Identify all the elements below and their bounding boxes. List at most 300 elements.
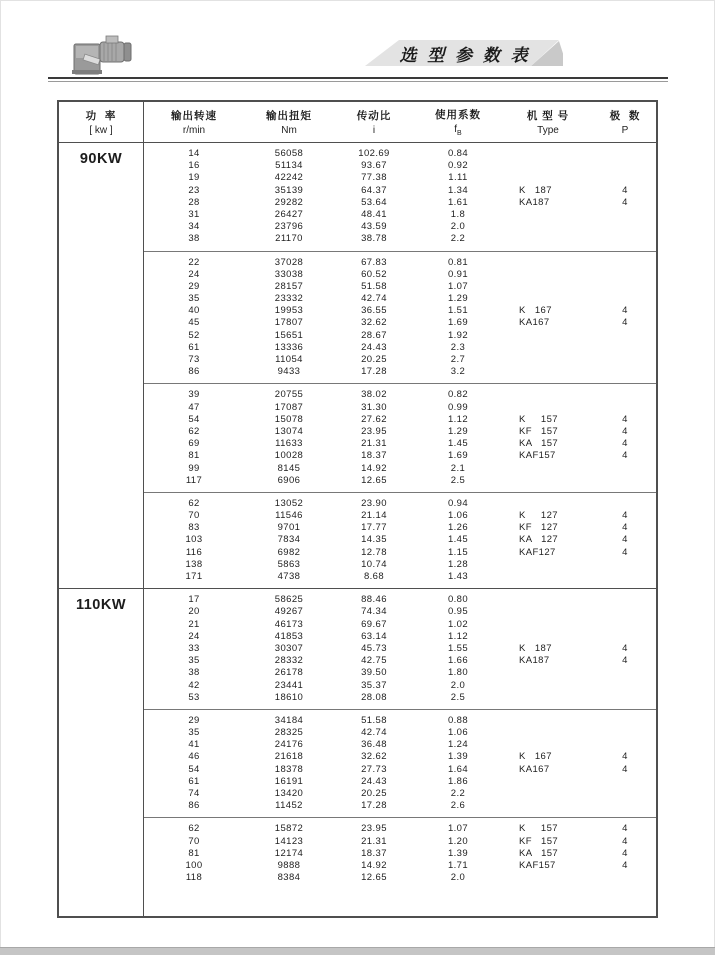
cell-ratio: 17.28 [361, 366, 387, 378]
cell-torque: 34184 [274, 714, 304, 726]
table-row [144, 860, 656, 872]
cell-rpm: 28 [188, 196, 200, 208]
cell-factor: 2.7 [450, 354, 466, 365]
table-row [144, 655, 656, 667]
cell-torque: 58625 [274, 594, 304, 606]
cell-ratio: 77.38 [361, 172, 387, 184]
table-row [144, 534, 656, 546]
cell-ratio: 38.02 [361, 389, 387, 401]
table-row [144, 209, 656, 221]
cell-torque: 13420 [274, 788, 304, 799]
cell-type [502, 594, 594, 606]
cell-type [502, 402, 594, 414]
cell-type [502, 606, 594, 618]
cell-ratio: 60.52 [361, 268, 387, 280]
cell-rpm: 47 [188, 401, 200, 413]
cell-torque: 13336 [274, 341, 304, 353]
cell-rpm: 35 [188, 655, 200, 667]
cell-poles [594, 715, 656, 727]
cell-torque: 15078 [274, 413, 304, 425]
cell-factor: 1.69 [447, 317, 469, 329]
cell-poles: 4 [622, 534, 628, 546]
cell-factor: 0.92 [447, 160, 469, 172]
table-row [144, 594, 656, 606]
header-speed-label: 输出转速 [171, 110, 217, 122]
cell-type [502, 221, 594, 233]
section-blocks [144, 143, 656, 588]
cell-poles [594, 209, 656, 221]
cell-poles [594, 463, 656, 475]
table-row [144, 872, 656, 884]
cell-poles: 4 [622, 835, 628, 847]
cell-torque: 51134 [275, 160, 303, 172]
cell-ratio: 102.69 [358, 148, 390, 159]
cell-type: KA 127 [519, 534, 559, 546]
cell-ratio: 27.62 [361, 413, 387, 425]
cell-type [502, 739, 594, 751]
cell-ratio: 20.25 [361, 788, 387, 799]
cell-factor: 1.71 [447, 859, 469, 871]
cell-ratio: 14.92 [361, 462, 387, 474]
ratio-block [144, 817, 656, 916]
table-row [144, 692, 656, 704]
table-row [144, 172, 656, 184]
cell-factor: 2.0 [450, 679, 466, 691]
cell-factor: 1.61 [447, 196, 469, 208]
cell-type [502, 727, 594, 739]
cell-poles [594, 606, 656, 618]
table-row [144, 631, 656, 643]
cell-rpm: 138 [185, 558, 203, 570]
cell-poles [594, 631, 656, 643]
cell-ratio: 18.37 [361, 450, 387, 462]
cell-rpm: 38 [188, 233, 200, 245]
cell-rpm: 70 [188, 510, 200, 522]
cell-poles [594, 727, 656, 739]
table-row [144, 305, 656, 317]
cell-poles [594, 800, 656, 812]
cell-poles [594, 342, 656, 354]
table-row [144, 269, 656, 281]
table-row [144, 619, 656, 631]
table-row [144, 739, 656, 751]
cell-ratio: 67.83 [361, 256, 387, 268]
ratio-block [144, 251, 656, 384]
cell-factor: 1.06 [447, 727, 469, 739]
header-speed-unit: r/min [182, 125, 206, 136]
ratio-block [144, 709, 656, 818]
cell-ratio: 51.58 [361, 714, 387, 726]
cell-torque: 9888 [277, 859, 301, 871]
header-poles [594, 102, 656, 142]
page-title: 选 型 参 数 表 [399, 46, 531, 65]
footer-bar [0, 947, 715, 955]
cell-torque: 23441 [274, 679, 304, 691]
cell-ratio: 42.74 [361, 293, 387, 305]
table-row [144, 233, 656, 245]
cell-type [502, 776, 594, 788]
cell-type: KA 157 [519, 438, 559, 450]
table-row [144, 330, 656, 342]
gearmotor-icon [68, 34, 138, 80]
cell-ratio: 74.34 [361, 606, 387, 618]
table-row [144, 498, 656, 510]
cell-poles [594, 667, 656, 679]
cell-ratio: 31.30 [361, 401, 387, 413]
cell-rpm: 21 [188, 618, 200, 630]
cell-type [502, 619, 594, 631]
cell-ratio: 17.77 [361, 522, 387, 534]
header-rule [48, 77, 668, 82]
cell-ratio: 12.65 [361, 872, 387, 884]
cell-torque: 21170 [275, 233, 303, 245]
cell-poles [594, 257, 656, 269]
cell-torque: 4738 [277, 571, 301, 582]
cell-ratio: 14.35 [361, 534, 387, 546]
ratio-block [144, 492, 656, 588]
cell-rpm: 24 [188, 268, 200, 280]
cell-type [502, 233, 594, 245]
cell-type [502, 281, 594, 293]
cell-poles: 4 [622, 763, 628, 775]
cell-factor: 1.45 [447, 534, 469, 546]
cell-ratio: 28.67 [361, 329, 387, 341]
cell-type [502, 148, 594, 160]
table-row [144, 715, 656, 727]
cell-type: KA167 [519, 763, 550, 775]
cell-factor: 2.3 [450, 341, 466, 353]
header-type [502, 102, 594, 142]
cell-factor: 0.80 [447, 594, 469, 606]
cell-type [502, 330, 594, 342]
cell-factor: 0.82 [447, 389, 469, 401]
table-row [144, 438, 656, 450]
cell-ratio: 12.78 [361, 546, 387, 558]
cell-poles [594, 594, 656, 606]
cell-torque: 30307 [274, 642, 304, 654]
cell-rpm: 14 [188, 148, 200, 159]
cell-poles [594, 739, 656, 751]
cell-ratio: 42.74 [361, 727, 387, 739]
cell-rpm: 20 [188, 606, 200, 618]
table-row [144, 727, 656, 739]
cell-rpm: 61 [188, 341, 200, 353]
cell-poles: 4 [622, 546, 628, 558]
cell-torque: 21618 [274, 751, 304, 763]
cell-torque: 5863 [277, 558, 301, 570]
table-row [144, 197, 656, 209]
cell-factor: 1.29 [447, 293, 469, 305]
cell-rpm: 29 [188, 280, 200, 292]
cell-type [502, 389, 594, 401]
table-row [144, 185, 656, 197]
cell-type: K 157 [519, 413, 558, 425]
cell-ratio: 63.14 [361, 630, 387, 642]
cell-ratio: 38.78 [361, 233, 387, 245]
table-row [144, 450, 656, 462]
cell-ratio: 20.25 [361, 354, 387, 365]
cell-torque: 12174 [274, 847, 304, 859]
cell-type [502, 342, 594, 354]
cell-poles [594, 160, 656, 172]
cell-rpm: 35 [188, 727, 200, 739]
table-row [144, 848, 656, 860]
cell-factor: 0.88 [447, 714, 469, 726]
table-row [144, 389, 656, 401]
header-poles-label: 极 数 [609, 110, 641, 122]
cell-torque: 19953 [274, 305, 304, 317]
table-row [144, 354, 656, 366]
table-row [144, 667, 656, 679]
header-type-unit: Type [537, 125, 559, 136]
cell-torque: 17807 [274, 317, 304, 329]
table-row [144, 317, 656, 329]
cell-rpm: 22 [188, 256, 200, 268]
cell-poles [594, 281, 656, 293]
cell-ratio: 8.68 [363, 571, 385, 582]
cell-ratio: 45.73 [361, 642, 387, 654]
cell-type [502, 715, 594, 727]
ratio-block [144, 589, 656, 709]
cell-type [502, 257, 594, 269]
cell-ratio: 48.41 [361, 208, 387, 220]
cell-type [502, 680, 594, 692]
cell-torque: 20755 [274, 389, 304, 401]
cell-factor: 1.24 [447, 739, 469, 751]
cell-torque: 26178 [274, 667, 304, 679]
cell-torque: 35139 [274, 184, 304, 196]
cell-rpm: 29 [188, 714, 200, 726]
table-row [144, 776, 656, 788]
cell-ratio: 21.14 [361, 510, 387, 522]
cell-rpm: 54 [188, 763, 200, 775]
cell-rpm: 17 [188, 594, 200, 606]
header-factor-label: 使用系数 [435, 109, 481, 121]
cell-ratio: 53.64 [361, 196, 387, 208]
cell-rpm: 74 [188, 788, 200, 799]
cell-factor: 1.34 [447, 184, 469, 196]
cell-factor: 0.95 [447, 606, 469, 618]
cell-ratio: 51.58 [361, 280, 387, 292]
cell-factor: 1.64 [447, 763, 469, 775]
cell-type [502, 498, 594, 510]
cell-type: K 167 [519, 751, 552, 763]
cell-type: KAF157 [519, 859, 556, 871]
cell-torque: 10028 [274, 450, 304, 462]
cell-poles: 4 [622, 655, 628, 667]
power-label: 90KW [59, 143, 144, 588]
cell-poles [594, 366, 656, 378]
cell-rpm: 33 [188, 642, 200, 654]
table-row [144, 823, 656, 835]
cell-rpm: 23 [188, 184, 200, 196]
cell-rpm: 46 [188, 751, 200, 763]
table-row [144, 788, 656, 800]
cell-ratio: 18.37 [361, 847, 387, 859]
cell-ratio: 21.31 [361, 835, 387, 847]
cell-rpm: 83 [188, 522, 200, 534]
cell-type: K 167 [519, 305, 552, 317]
cell-torque: 8145 [277, 462, 301, 474]
cell-poles: 4 [622, 317, 628, 329]
cell-torque: 24176 [274, 739, 304, 751]
cell-rpm: 81 [188, 450, 200, 462]
cell-rpm: 53 [188, 691, 200, 703]
table-row [144, 281, 656, 293]
cell-poles [594, 776, 656, 788]
cell-factor: 2.0 [450, 221, 466, 233]
cell-factor: 1.8 [450, 208, 466, 220]
cell-factor: 1.39 [447, 847, 469, 859]
cell-type [502, 354, 594, 366]
cell-factor: 1.86 [447, 775, 469, 787]
cell-factor: 1.28 [447, 558, 469, 570]
cell-factor: 0.84 [447, 148, 469, 159]
cell-poles [594, 354, 656, 366]
cell-poles: 4 [622, 305, 628, 317]
cell-ratio: 43.59 [361, 221, 387, 233]
power-section [59, 143, 656, 588]
cell-ratio: 23.95 [361, 425, 387, 437]
cell-poles: 4 [622, 859, 628, 871]
table-row [144, 680, 656, 692]
cell-ratio: 27.73 [361, 763, 387, 775]
cell-ratio: 24.43 [361, 775, 387, 787]
cell-poles: 4 [622, 196, 628, 208]
cell-type: K 127 [519, 510, 558, 522]
cell-poles [594, 330, 656, 342]
cell-torque: 9701 [277, 522, 301, 534]
table-row [144, 606, 656, 618]
cell-type: KAF127 [519, 546, 556, 558]
cell-ratio: 32.62 [361, 751, 387, 763]
cell-torque: 18378 [274, 763, 304, 775]
cell-ratio: 23.90 [361, 497, 387, 509]
cell-factor: 1.12 [447, 413, 469, 425]
cell-type [502, 559, 594, 571]
section-blocks [144, 589, 656, 916]
cell-torque: 42242 [274, 172, 304, 184]
cell-type [502, 209, 594, 221]
ratio-block [144, 383, 656, 492]
cell-factor: 0.99 [447, 401, 469, 413]
cell-rpm: 38 [188, 667, 200, 679]
cell-factor: 1.69 [447, 450, 469, 462]
cell-factor: 1.12 [447, 630, 469, 642]
cell-torque: 11633 [275, 438, 303, 450]
table-row [144, 342, 656, 354]
cell-torque: 11546 [275, 510, 303, 522]
header-torque [244, 102, 334, 142]
cell-torque: 49267 [274, 606, 304, 618]
cell-rpm: 54 [188, 413, 200, 425]
cell-ratio: 36.48 [361, 739, 387, 751]
cell-type [502, 571, 594, 583]
table-row [144, 522, 656, 534]
cell-factor: 1.66 [447, 655, 469, 667]
cell-ratio: 10.74 [361, 558, 387, 570]
cell-type: K 187 [519, 184, 552, 196]
cell-factor: 1.07 [447, 823, 469, 835]
cell-type [502, 631, 594, 643]
table-sections [59, 143, 656, 916]
cell-rpm: 62 [188, 425, 200, 437]
power-label: 110KW [59, 589, 144, 916]
cell-factor: 1.11 [448, 172, 468, 184]
cell-ratio: 28.08 [361, 691, 387, 703]
header-ratio-label: 传动比 [356, 110, 392, 122]
cell-torque: 13074 [274, 425, 304, 437]
cell-rpm: 62 [188, 823, 200, 835]
cell-type: KA167 [519, 317, 550, 329]
cell-poles: 4 [622, 823, 628, 835]
cell-factor: 1.15 [447, 546, 469, 558]
cell-factor: 1.26 [447, 522, 469, 534]
cell-rpm: 86 [188, 366, 200, 378]
header-factor-unit: $f_B$ [454, 124, 462, 137]
cell-type [502, 293, 594, 305]
cell-rpm: 116 [185, 546, 203, 558]
table-row [144, 836, 656, 848]
cell-factor: 1.51 [447, 305, 469, 317]
cell-factor: 1.43 [447, 571, 469, 582]
ratio-block [144, 143, 656, 251]
cell-poles: 4 [622, 425, 628, 437]
cell-rpm: 19 [188, 172, 200, 184]
cell-poles [594, 788, 656, 800]
cell-torque: 56058 [274, 148, 304, 159]
cell-torque: 11452 [275, 800, 303, 812]
power-section [59, 588, 656, 916]
cell-poles: 4 [622, 522, 628, 534]
table-row [144, 751, 656, 763]
cell-torque: 8384 [277, 872, 301, 884]
cell-type: KF 127 [519, 522, 559, 534]
cell-torque: 41853 [274, 630, 304, 642]
cell-torque: 7834 [277, 534, 301, 546]
cell-poles [594, 680, 656, 692]
cell-factor: 1.45 [447, 438, 469, 450]
table-row [144, 426, 656, 438]
cell-poles [594, 233, 656, 245]
cell-type: KA187 [519, 655, 550, 667]
cell-rpm: 40 [188, 305, 200, 317]
cell-poles [594, 475, 656, 487]
cell-torque: 17087 [274, 401, 304, 413]
table-row [144, 160, 656, 172]
cell-ratio: 42.75 [361, 655, 387, 667]
cell-poles: 4 [622, 450, 628, 462]
cell-rpm: 103 [185, 534, 203, 546]
cell-factor: 1.39 [447, 751, 469, 763]
cell-rpm: 81 [188, 847, 200, 859]
header-ratio [334, 102, 414, 142]
table-row [144, 510, 656, 522]
cell-rpm: 117 [185, 474, 203, 486]
cell-type [502, 269, 594, 281]
cell-factor: 1.55 [447, 642, 469, 654]
cell-torque: 29282 [274, 196, 304, 208]
cell-poles [594, 498, 656, 510]
cell-factor: 1.06 [447, 510, 469, 522]
cell-type [502, 872, 594, 884]
cell-rpm: 24 [188, 630, 200, 642]
header-torque-label: 输出扭矩 [266, 110, 312, 122]
cell-ratio: 32.62 [361, 317, 387, 329]
table-row [144, 547, 656, 559]
cell-torque: 9433 [277, 366, 301, 378]
cell-type: KF 157 [519, 425, 559, 437]
